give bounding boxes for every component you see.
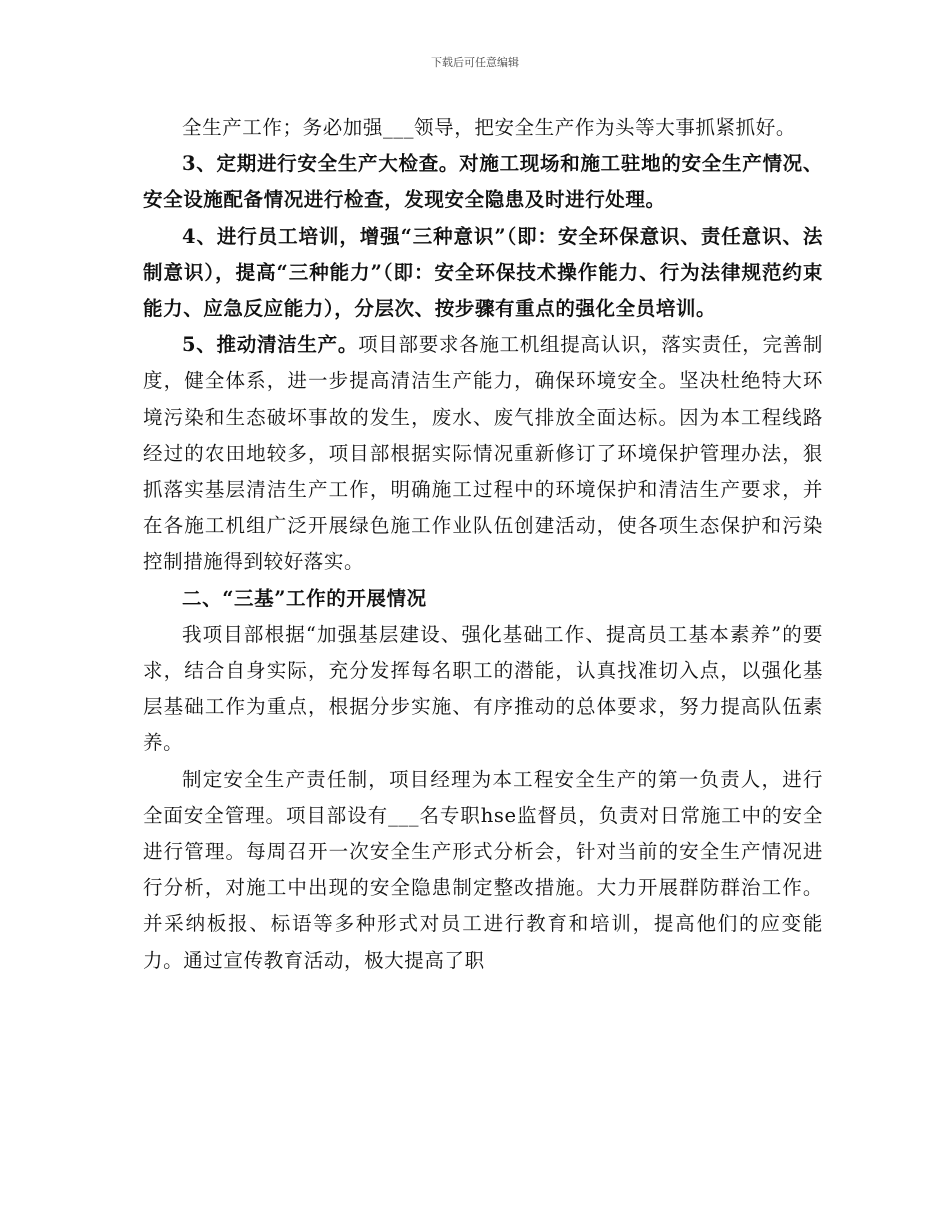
paragraph-4: [143, 327, 823, 580]
section-heading: 二、“三基”工作的开展情况: [182, 586, 427, 610]
paragraph-4-lead: 5、推动清洁生产。: [182, 333, 359, 357]
paragraph-7: 制定安全生产责任制，项目经理为本工程安全生产的第一负责人，进行全面安全管理。项目部设有___名专职hse监督员，负责对日常施工中的安全进行管理。每周召开一次安全生产形式分析会，针对当前的安全生产情况进行分析，对施工中出现的安全隐患制定整改措施。大力开展群防群治工作。并采纳板报、标语等多种形式对员工进行教育和培训，提高他们的应变能力。通过宣传教育活动，极大提高了职: [143, 767, 823, 972]
page-header: 下载后可任意编辑: [431, 56, 519, 69]
paragraph-6: 我项目部根据“加强基层建设、强化基础工作、提高员工基本素养”的要求，结合自身实际，充分发挥每名职工的潜能，认真找准切入点，以强化基层基础工作为重点，根据分步实施、有序推动的总体要求，努力提高队伍素养。: [143, 622, 823, 755]
paragraph-4-text: 项目部要求各施工机组提高认识，落实责任，完善制度，健全体系，进一步提高清洁生产能力，确保环境安全。坚决杜绝特大环境污染和生态破坏事故的发生，废水、废气排放全面达标。因为本工程线路经过的农田地较多，项目部根据实际情况重新修订了环境保护管理办法，狠抓落实基层清洁生产工作，明确施工过程中的环境保护和清洁生产要求，并在各施工机组广泛开展绿色施工作业队伍创建活动，使各项生态保护和污染控制措施得到较好落实。: [143, 333, 824, 574]
paragraph-2: 3、定期进行安全生产大检查。对施工现场和施工驻地的安全生产情况、安全设施配备情况进行检查，发现安全隐患及时进行处理。: [143, 152, 823, 212]
paragraph-1: 全生产工作；务必加强___领导，把安全生产作为头等大事抓紧抓好。: [182, 116, 796, 139]
paragraph-3: 4、进行员工培训，增强“三种意识”（即：安全环保意识、责任意识、法制意识），提高“三种能力”（即：安全环保技术操作能力、行为法律规范约束能力、应急反应能力），分层次、按步骤有重点的强化全员培训。: [143, 224, 823, 321]
document-body: [143, 110, 823, 979]
